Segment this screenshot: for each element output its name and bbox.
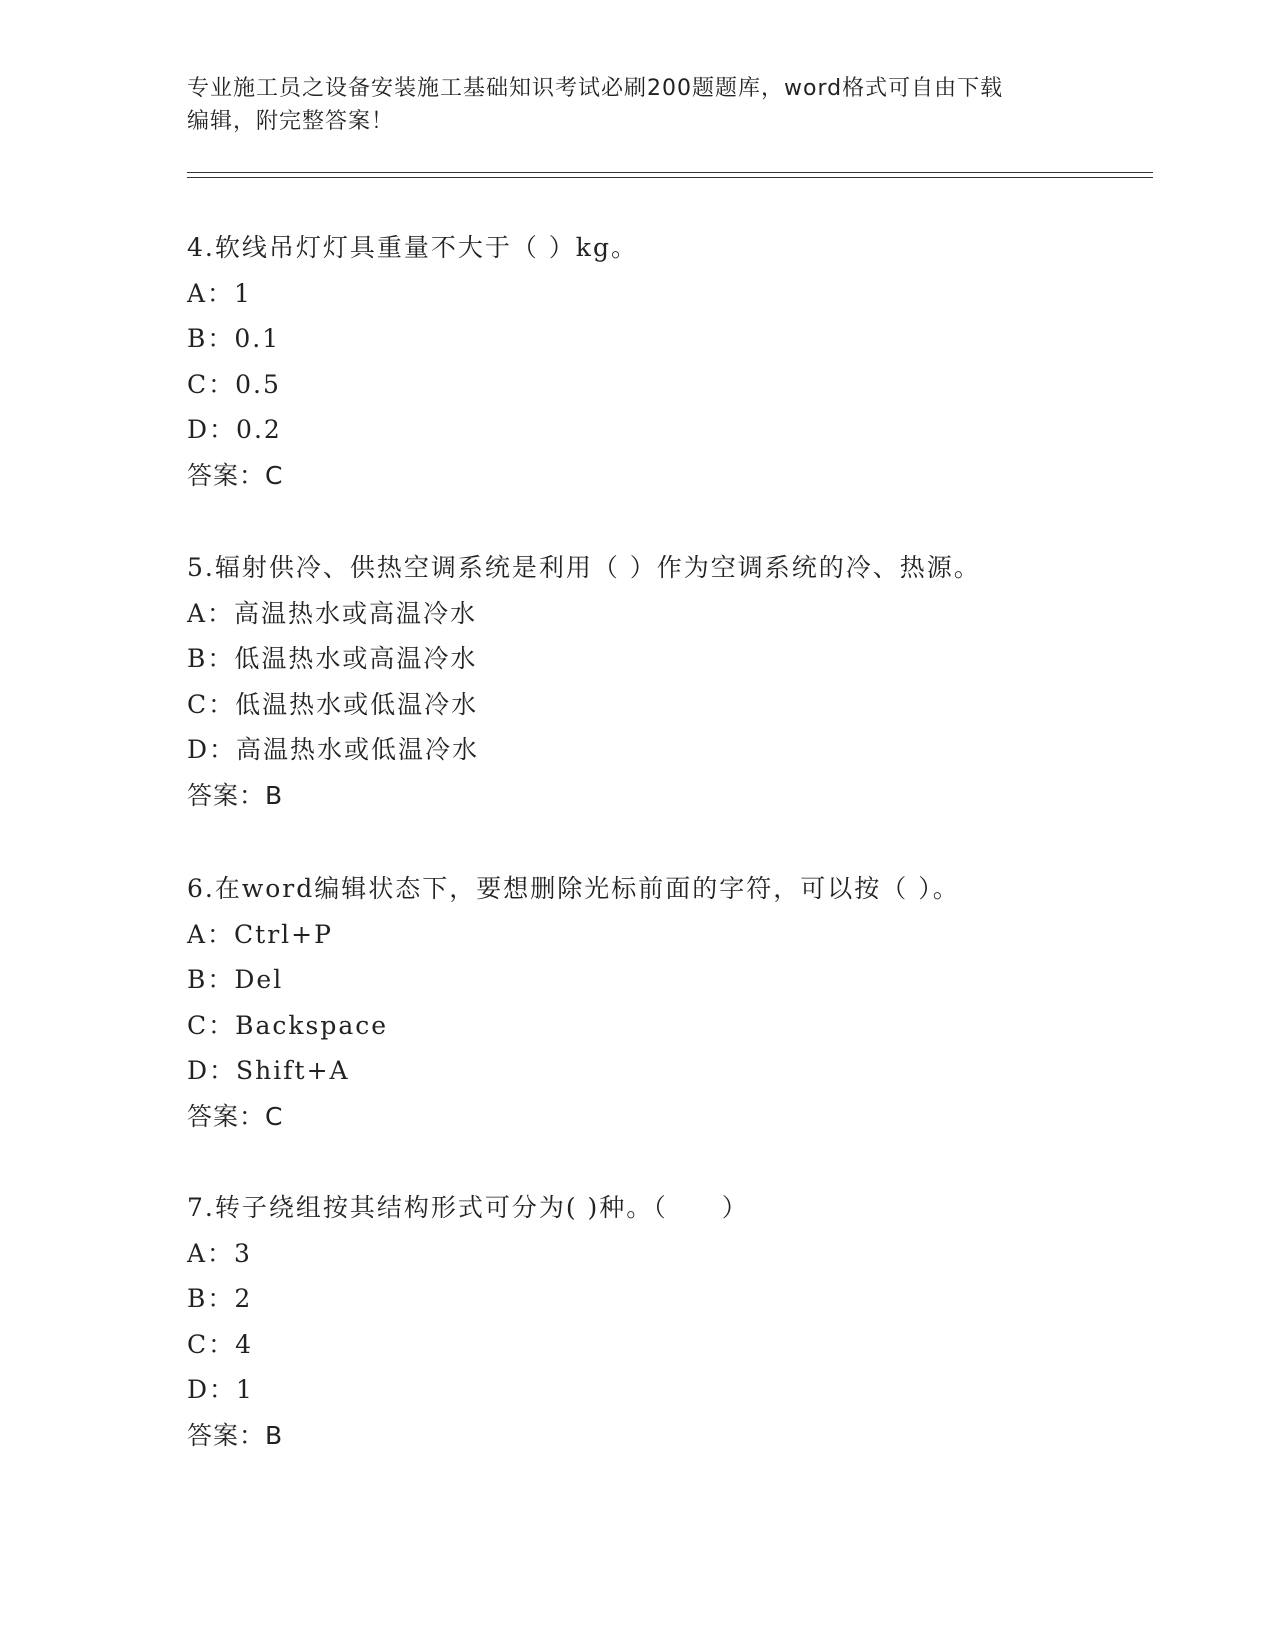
document-title-line-2: 编辑，附完整答案！ — [187, 109, 395, 134]
document-title-line-1: 专业施工员之设备安装施工基础知识考试必刷200题题库，word格式可自由下载 — [187, 76, 1004, 101]
option-b: B：2 — [187, 1284, 253, 1313]
option-a: A：3 — [187, 1238, 252, 1268]
option-a: A：高温热水或高温冷水 — [187, 598, 478, 628]
option-c: C：4 — [187, 1329, 254, 1359]
option-a: A：1 — [187, 278, 252, 308]
option-b: B：0.1 — [187, 324, 281, 353]
question-block-6 — [187, 866, 1147, 1139]
option-d: D：高温热水或低温冷水 — [187, 735, 480, 764]
header-divider-top — [187, 172, 1153, 173]
answer-label: 答案：B — [187, 780, 284, 810]
option-c: C：0.5 — [187, 369, 281, 399]
question-stem: 6.在word编辑状态下，要想删除光标前面的字符，可以按（ ）。 — [187, 874, 960, 903]
question-block-7 — [187, 1185, 1147, 1458]
answer-label: 答案：B — [187, 1420, 284, 1450]
question-block-5 — [187, 545, 1147, 818]
answer-label: 答案：C — [187, 460, 284, 490]
option-d: D：Shift+A — [187, 1056, 350, 1085]
option-b: B：Del — [187, 965, 284, 994]
question-stem: 7.转子绕组按其结构形式可分为( )种。（ ） — [187, 1193, 749, 1222]
option-c: C：Backspace — [187, 1010, 389, 1040]
option-d: D：0.2 — [187, 415, 282, 444]
question-block-4 — [187, 225, 1147, 498]
answer-label: 答案：C — [187, 1101, 284, 1131]
option-a: A：Ctrl+P — [187, 919, 333, 949]
question-stem: 4.软线吊灯灯具重量不大于（ ）kg。 — [187, 233, 638, 262]
option-b: B：低温热水或高温冷水 — [187, 644, 478, 673]
question-stem: 5.辐射供冷、供热空调系统是利用（ ）作为空调系统的冷、热源。 — [187, 553, 981, 582]
option-c: C：低温热水或低温冷水 — [187, 689, 479, 719]
option-d: D：1 — [187, 1375, 254, 1404]
header-divider-bottom — [187, 177, 1153, 178]
